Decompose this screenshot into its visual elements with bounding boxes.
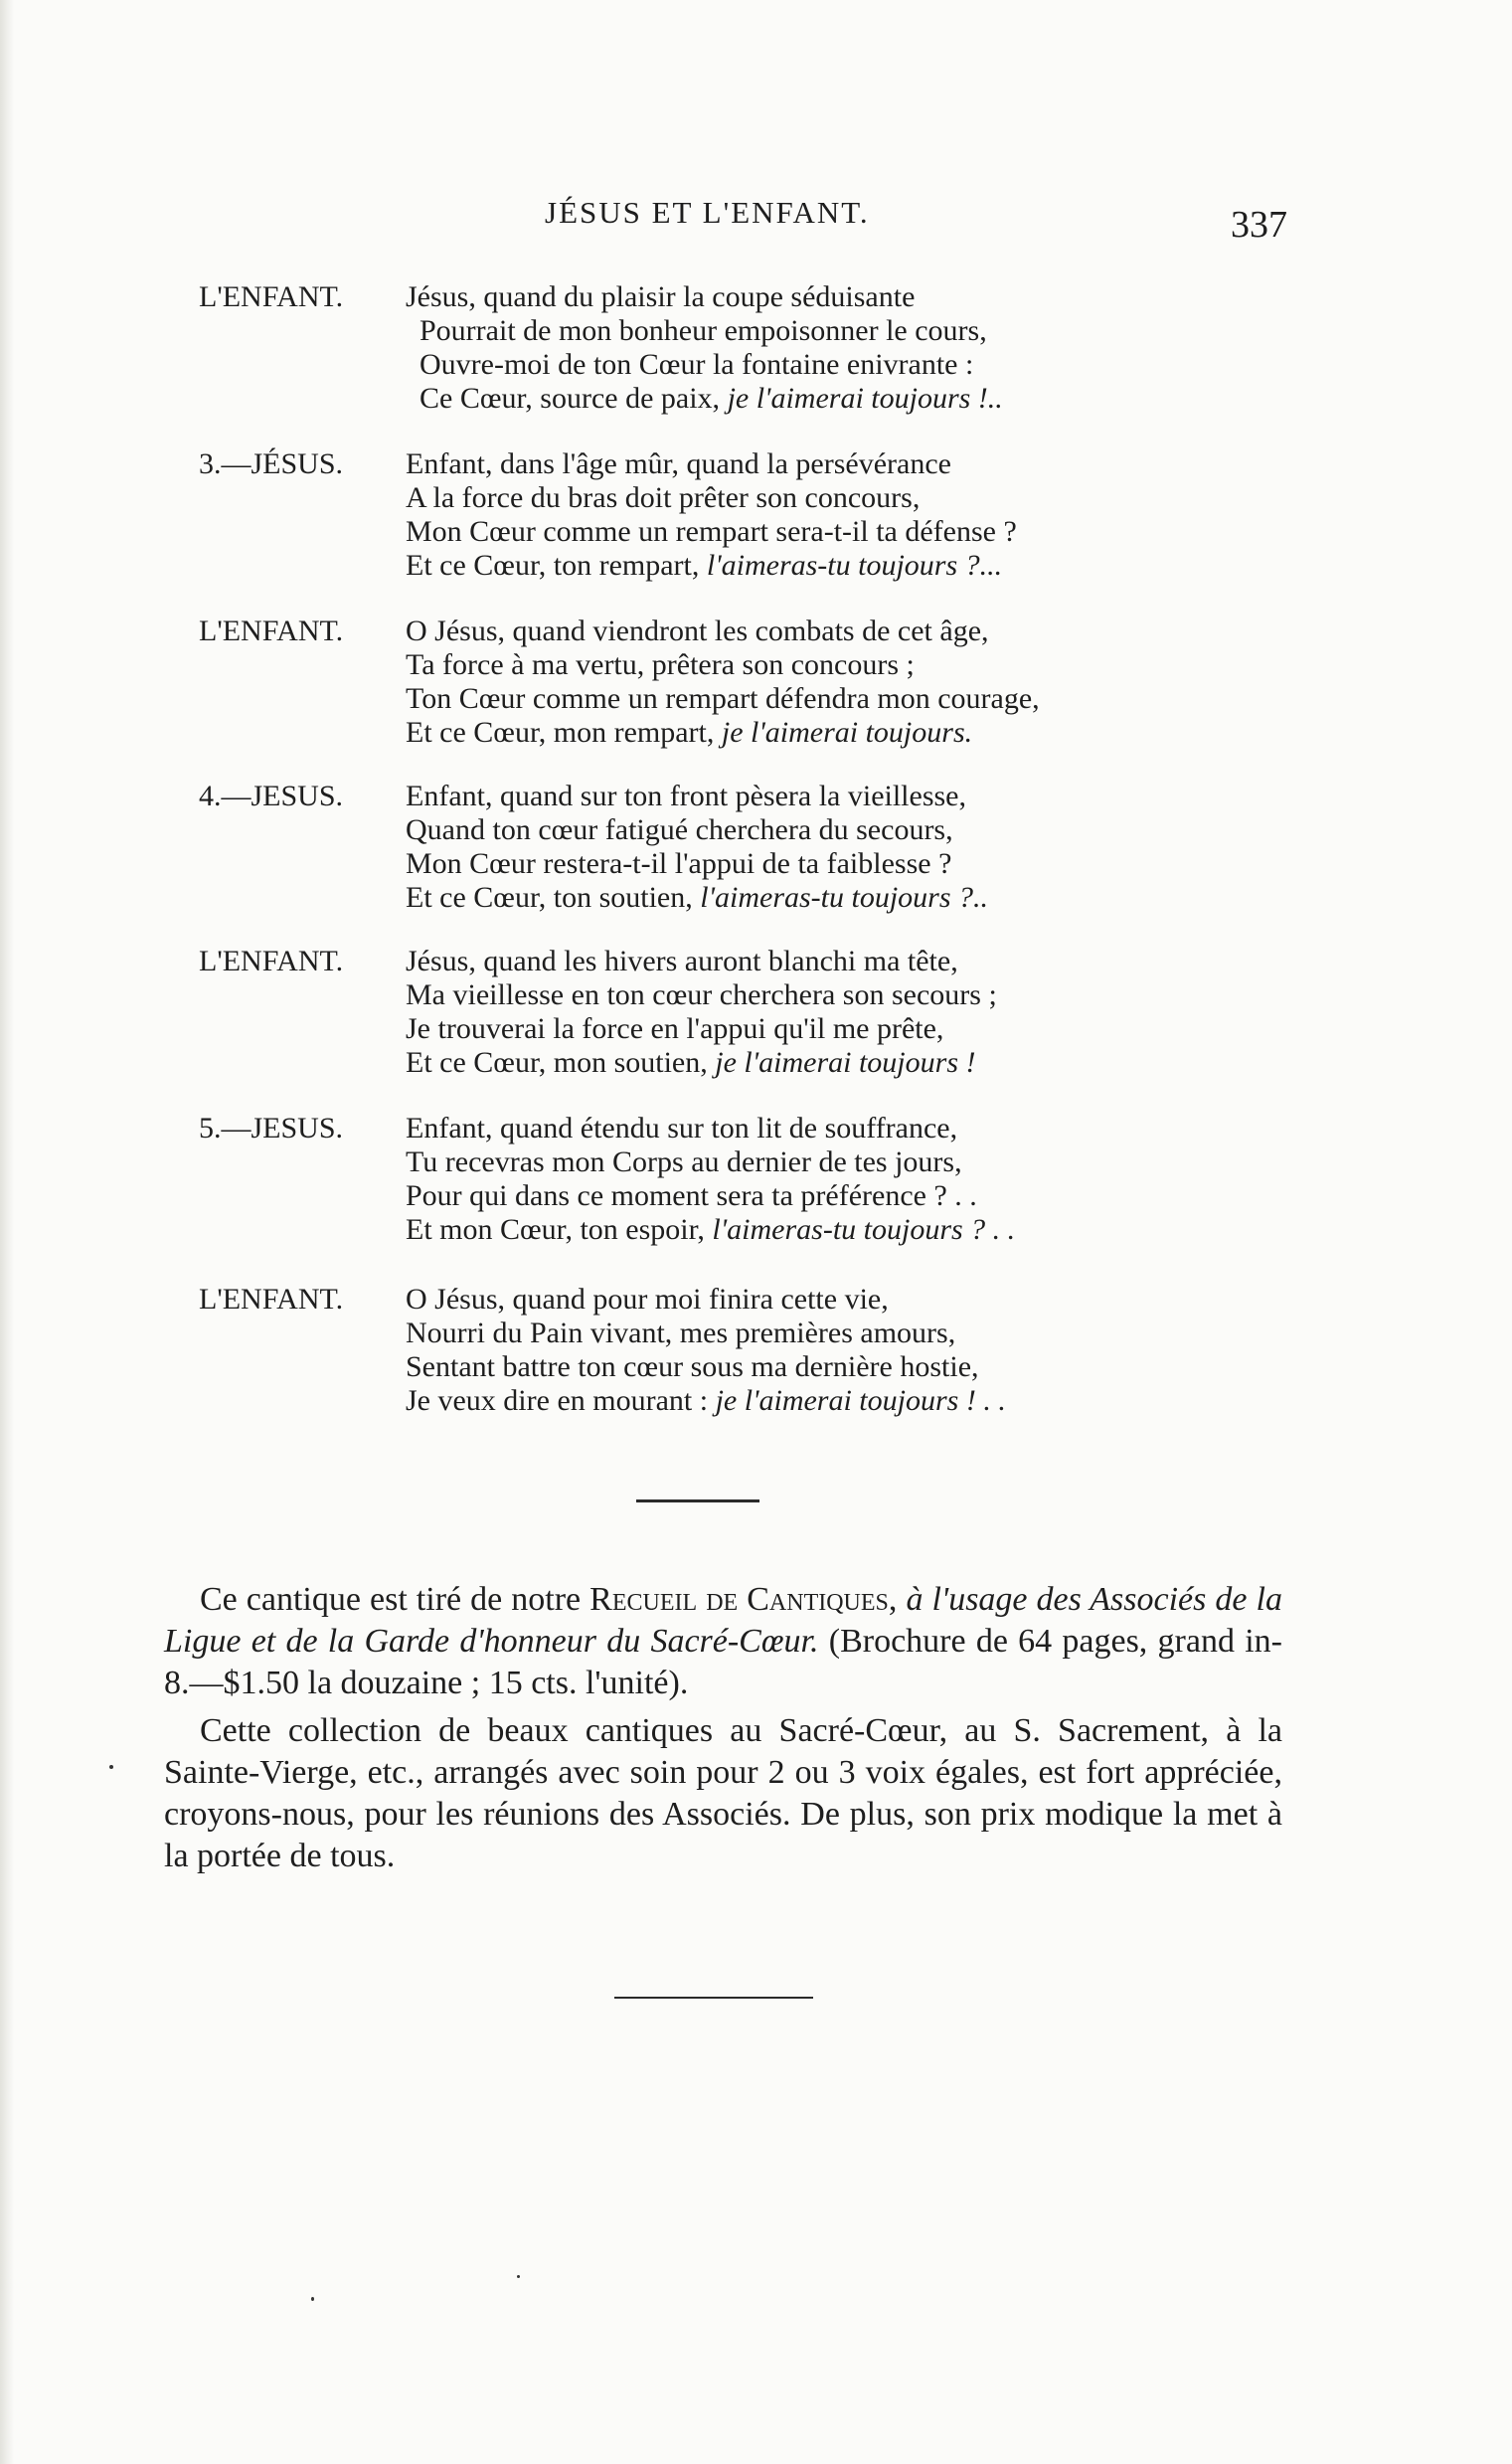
page-edge-shadow <box>0 0 14 2464</box>
verse-line: O Jésus, quand viendront les combats de cet âge, <box>406 615 989 647</box>
verse-line: O Jésus, quand pour moi finira cette vie, <box>406 1283 889 1316</box>
stanza-lines <box>406 1112 1400 1247</box>
page-number: 337 <box>1231 204 1287 246</box>
verse-line: A la force du bras doit prêter son concours, <box>406 481 921 514</box>
verse-line: Mon Cœur comme un rempart sera-t-il ta défense ? <box>406 515 1017 548</box>
speaker-label: 5.—JESUS. <box>199 1112 344 1144</box>
collection-subtitle: à l'usage des Associés de la Ligue et de la Garde d'honneur du Sacré-Cœur. <box>164 1581 1282 1660</box>
verse-line: Enfant, dans l'âge mûr, quand la persévérance <box>406 447 951 480</box>
notice-text: Ce cantique est tiré de notre <box>200 1581 590 1618</box>
verse-text: Et ce Cœur, mon soutien, <box>406 1046 716 1079</box>
speaker-label: L'ENFANT. <box>199 945 344 977</box>
stanza-lines <box>406 447 1400 583</box>
verse-line <box>406 382 1400 416</box>
verse-line: Sentant battre ton cœur sous ma dernière hostie, <box>406 1350 979 1383</box>
verse-text: Ce Cœur, source de paix, <box>420 382 728 415</box>
verse-line <box>406 1046 1400 1080</box>
refrain: je l'aimerai toujours ! <box>715 1046 976 1079</box>
notice-text: (Brochure de 64 pages, grand in-8.—$1.50 la douzaine ; 15 cts. l'unité). <box>164 1623 1282 1701</box>
verse-text: Et mon Cœur, ton espoir, <box>406 1213 713 1246</box>
verse-line <box>406 716 1400 750</box>
verse-line <box>406 1384 1400 1418</box>
speaker-label: 3.—JÉSUS. <box>199 447 344 480</box>
verse-line: Quand ton cœur fatigué cherchera du secours, <box>406 813 953 846</box>
verse-line <box>406 881 1400 915</box>
notice-text: , <box>888 1581 907 1618</box>
verse-line: Ta force à ma vertu, prêtera son concours ; <box>406 648 915 681</box>
notice-paragraph: Cette collection de beaux cantiques au Sacré-Cœur, au S. Sacrement, à la Sainte-Vierge, etc., arrangés avec soin pour 2 ou 3 voix égales, est fort appréciée, croyons-nous, pour les réunions des Associés. De plus, son prix modique la met à la portée de tous. <box>164 1712 1282 1874</box>
stanza-lines <box>406 945 1400 1080</box>
refrain: je l'aimerai toujours ! . . <box>715 1384 1006 1417</box>
verse-line: Nourri du Pain vivant, mes premières amours, <box>406 1317 956 1349</box>
verse-line: Ma vieillesse en ton cœur cherchera son secours ; <box>406 978 997 1011</box>
speaker-label: 4.—JESUS. <box>199 780 344 812</box>
verse-line: Ton Cœur comme un rempart défendra mon courage, <box>406 682 1040 715</box>
refrain: l'aimeras-tu toujours ?... <box>706 549 1003 582</box>
verse-line: Pourrait de mon bonheur empoisonner le cours, <box>420 314 987 347</box>
notice-paragraph <box>164 1579 1282 1704</box>
stanza-lines <box>406 615 1400 750</box>
paper-speck <box>109 1765 113 1769</box>
running-title: JÉSUS ET L'ENFANT. <box>545 195 870 230</box>
collection-notice <box>164 1579 1282 1877</box>
verse-line: Mon Cœur restera-t-il l'appui de ta faiblesse ? <box>406 847 952 880</box>
stanza-lines <box>406 1283 1400 1418</box>
verse-text: Et ce Cœur, ton rempart, <box>406 549 707 582</box>
verse-text: Et ce Cœur, ton soutien, <box>406 881 701 914</box>
paper-speck <box>311 2297 314 2301</box>
end-divider <box>614 1997 813 1999</box>
refrain: l'aimeras-tu toujours ? . . <box>712 1213 1016 1246</box>
page-header <box>0 195 1512 247</box>
verse-text: Je veux dire en mourant : <box>406 1384 716 1417</box>
section-divider <box>636 1499 759 1502</box>
collection-title: Recueil de Cantiques <box>589 1581 889 1618</box>
refrain: je l'aimerai toujours !.. <box>727 382 1003 415</box>
speaker-label: L'ENFANT. <box>199 1283 344 1316</box>
verse-line <box>406 549 1400 583</box>
refrain: je l'aimerai toujours. <box>721 716 973 749</box>
verse-line: Ouvre-moi de ton Cœur la fontaine enivrante : <box>420 348 974 381</box>
stanza-lines <box>406 780 1400 915</box>
refrain: l'aimeras-tu toujours ?.. <box>700 881 989 914</box>
verse-line <box>406 1213 1400 1247</box>
verse-text: Et ce Cœur, mon rempart, <box>406 716 722 749</box>
verse-line: Jésus, quand du plaisir la coupe séduisante <box>406 280 916 313</box>
stanza-lines <box>406 280 1400 416</box>
verse-line: Tu recevras mon Corps au dernier de tes jours, <box>406 1145 962 1178</box>
speaker-label: L'ENFANT. <box>199 280 344 313</box>
verse-line: Enfant, quand sur ton front pèsera la vieillesse, <box>406 780 966 812</box>
paper-speck <box>517 2275 520 2278</box>
verse-line: Enfant, quand étendu sur ton lit de souffrance, <box>406 1112 958 1144</box>
verse-line: Jésus, quand les hivers auront blanchi ma tête, <box>406 945 958 977</box>
speaker-label: L'ENFANT. <box>199 615 344 647</box>
verse-line: Pour qui dans ce moment sera ta préférence ? . . <box>406 1179 977 1212</box>
verse-line: Je trouverai la force en l'appui qu'il me prête, <box>406 1012 944 1045</box>
